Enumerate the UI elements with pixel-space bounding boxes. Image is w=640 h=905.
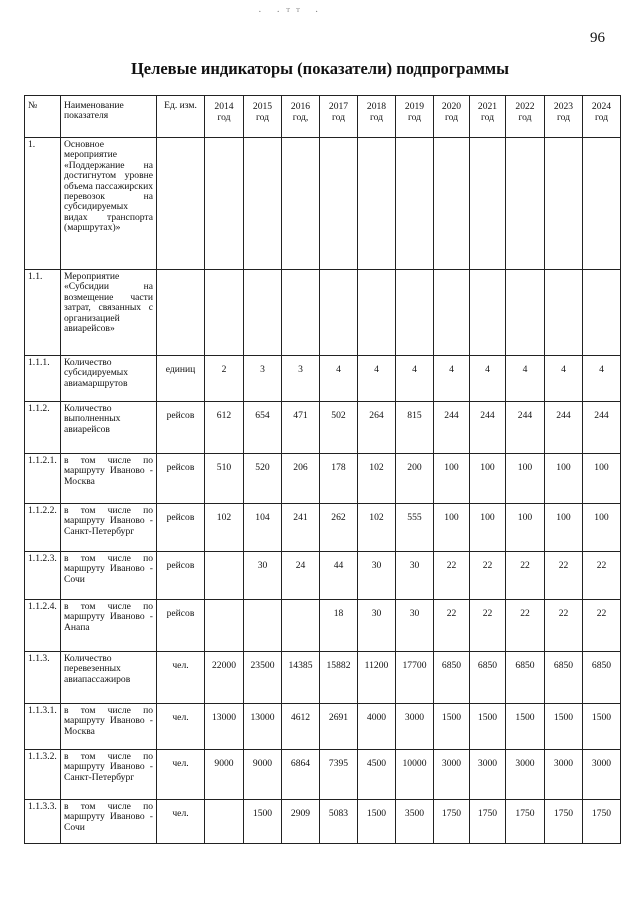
value-cell	[205, 600, 244, 652]
table-row	[25, 800, 621, 844]
value-cell: 100	[545, 454, 583, 504]
value-cell	[506, 270, 545, 356]
value-cell	[396, 138, 434, 270]
value-cell: 18	[320, 600, 358, 652]
unit-cell	[157, 138, 205, 270]
value-cell: 22	[545, 552, 583, 600]
value-cell	[396, 270, 434, 356]
value-cell: 22	[470, 600, 506, 652]
value-cell	[282, 600, 320, 652]
indicator-name: Основное мероприятие «Поддержание на достигнутом уровне объема пассажирских перевозок на субсидируемых видах транспорта (маршрутах)»	[61, 138, 157, 270]
value-cell: 102	[358, 504, 396, 552]
indicator-name: в том числе по маршруту Иваново - Москва	[61, 454, 157, 504]
document-title: Целевые индикаторы (показатели) подпрограммы	[130, 59, 510, 78]
header-year-value: 2024	[591, 101, 612, 112]
row-number: 1.1.2.	[25, 402, 61, 454]
value-cell: 1500	[583, 704, 621, 750]
header-year-suffix: год	[331, 112, 346, 123]
header-year-value: 2023	[553, 101, 574, 112]
value-cell: 200	[396, 454, 434, 504]
value-cell: 22	[434, 552, 470, 600]
value-cell: 30	[358, 600, 396, 652]
value-cell	[320, 138, 358, 270]
row-number: 1.1.2.3.	[25, 552, 61, 600]
value-cell: 100	[470, 454, 506, 504]
value-cell: 9000	[244, 750, 282, 800]
header-year-suffix: год	[594, 112, 609, 123]
header-year-value: 2020	[441, 101, 462, 112]
table-row	[25, 704, 621, 750]
value-cell: 244	[506, 402, 545, 454]
unit-cell: чел.	[157, 800, 205, 844]
value-cell: 1500	[470, 704, 506, 750]
header-year	[583, 96, 621, 138]
header-year-suffix: год	[444, 112, 459, 123]
value-cell: 15882	[320, 652, 358, 704]
page-number: 96	[590, 30, 605, 46]
value-cell	[434, 138, 470, 270]
value-cell: 5083	[320, 800, 358, 844]
value-cell: 6850	[506, 652, 545, 704]
header-year	[396, 96, 434, 138]
row-number: 1.1.2.1.	[25, 454, 61, 504]
value-cell: 4612	[282, 704, 320, 750]
value-cell: 241	[282, 504, 320, 552]
value-cell	[583, 138, 621, 270]
header-year-value: 2021	[477, 101, 498, 112]
value-cell: 30	[396, 600, 434, 652]
table-row	[25, 270, 621, 356]
value-cell	[470, 270, 506, 356]
value-cell: 244	[434, 402, 470, 454]
value-cell: 244	[470, 402, 506, 454]
value-cell: 11200	[358, 652, 396, 704]
value-cell: 520	[244, 454, 282, 504]
value-cell	[282, 138, 320, 270]
header-num: №	[25, 96, 61, 138]
value-cell	[545, 270, 583, 356]
value-cell: 22	[506, 600, 545, 652]
value-cell: 3000	[545, 750, 583, 800]
header-year	[205, 96, 244, 138]
row-number: 1.1.2.2.	[25, 504, 61, 552]
indicator-name: в том числе по маршруту Иваново - Москва	[61, 704, 157, 750]
value-cell: 4000	[358, 704, 396, 750]
table-header-row	[25, 96, 621, 138]
value-cell: 502	[320, 402, 358, 454]
value-cell	[470, 138, 506, 270]
value-cell	[244, 600, 282, 652]
value-cell	[205, 800, 244, 844]
value-cell: 100	[506, 504, 545, 552]
value-cell	[244, 138, 282, 270]
value-cell: 4	[470, 356, 506, 402]
header-year-suffix: год	[480, 112, 495, 123]
value-cell	[434, 270, 470, 356]
value-cell: 30	[358, 552, 396, 600]
header-year	[320, 96, 358, 138]
value-cell: 100	[434, 454, 470, 504]
value-cell: 100	[545, 504, 583, 552]
value-cell: 22000	[205, 652, 244, 704]
value-cell: 4	[320, 356, 358, 402]
value-cell: 206	[282, 454, 320, 504]
value-cell: 100	[583, 454, 621, 504]
value-cell: 23500	[244, 652, 282, 704]
row-number: 1.1.	[25, 270, 61, 356]
value-cell: 4	[583, 356, 621, 402]
scan-mark: · ·ᵀᵀ ·	[258, 6, 325, 18]
value-cell: 7395	[320, 750, 358, 800]
header-year	[470, 96, 506, 138]
header-year	[545, 96, 583, 138]
row-number: 1.1.3.1.	[25, 704, 61, 750]
header-year-suffix: год	[255, 112, 270, 123]
indicators-table	[24, 95, 621, 844]
unit-cell: рейсов	[157, 402, 205, 454]
indicator-name: в том числе по маршруту Иваново - Санкт-Петербург	[61, 750, 157, 800]
header-year-suffix: год	[369, 112, 384, 123]
value-cell: 17700	[396, 652, 434, 704]
unit-cell: рейсов	[157, 600, 205, 652]
value-cell	[244, 270, 282, 356]
value-cell: 6864	[282, 750, 320, 800]
value-cell: 3	[282, 356, 320, 402]
value-cell: 1500	[506, 704, 545, 750]
value-cell: 100	[583, 504, 621, 552]
unit-cell: рейсов	[157, 454, 205, 504]
value-cell: 3000	[396, 704, 434, 750]
value-cell: 1500	[358, 800, 396, 844]
unit-cell	[157, 270, 205, 356]
header-year	[434, 96, 470, 138]
value-cell	[583, 270, 621, 356]
value-cell: 6850	[583, 652, 621, 704]
value-cell: 244	[583, 402, 621, 454]
value-cell: 4	[434, 356, 470, 402]
header-year	[244, 96, 282, 138]
table-row	[25, 402, 621, 454]
value-cell: 100	[470, 504, 506, 552]
value-cell	[205, 552, 244, 600]
table-row	[25, 454, 621, 504]
indicator-name: в том числе по маршруту Иваново - Санкт-Петербург	[61, 504, 157, 552]
value-cell: 815	[396, 402, 434, 454]
header-year	[358, 96, 396, 138]
row-number: 1.1.2.4.	[25, 600, 61, 652]
header-year	[506, 96, 545, 138]
row-number: 1.1.1.	[25, 356, 61, 402]
value-cell: 4	[358, 356, 396, 402]
value-cell	[545, 138, 583, 270]
value-cell: 30	[244, 552, 282, 600]
value-cell: 4500	[358, 750, 396, 800]
value-cell: 22	[583, 600, 621, 652]
value-cell: 4	[545, 356, 583, 402]
value-cell: 471	[282, 402, 320, 454]
header-year-suffix: год	[217, 112, 231, 123]
header-name: Наименование показателя	[61, 96, 157, 138]
value-cell	[358, 270, 396, 356]
row-number: 1.1.3.2.	[25, 750, 61, 800]
value-cell: 264	[358, 402, 396, 454]
value-cell: 9000	[205, 750, 244, 800]
value-cell: 510	[205, 454, 244, 504]
value-cell: 3500	[396, 800, 434, 844]
value-cell: 555	[396, 504, 434, 552]
value-cell: 3000	[583, 750, 621, 800]
row-number: 1.1.3.3.	[25, 800, 61, 844]
header-year-suffix: год	[556, 112, 571, 123]
header-year-value: 2014	[214, 101, 234, 112]
unit-cell: чел.	[157, 750, 205, 800]
value-cell: 22	[583, 552, 621, 600]
row-number: 1.1.3.	[25, 652, 61, 704]
header-year-value: 2017	[328, 101, 349, 112]
header-year-value: 2019	[404, 101, 425, 112]
value-cell: 244	[545, 402, 583, 454]
value-cell: 1750	[470, 800, 506, 844]
value-cell: 2909	[282, 800, 320, 844]
table-row	[25, 600, 621, 652]
unit-cell: чел.	[157, 704, 205, 750]
value-cell: 13000	[244, 704, 282, 750]
unit-cell: чел.	[157, 652, 205, 704]
indicator-name: Мероприятие «Субсидии на возмещение части затрат, связанных с организацией авиарейсов»	[61, 270, 157, 356]
value-cell: 102	[205, 504, 244, 552]
indicator-name: в том числе по маршруту Иваново - Анапа	[61, 600, 157, 652]
table-row	[25, 504, 621, 552]
value-cell: 102	[358, 454, 396, 504]
header-year-suffix: год	[407, 112, 422, 123]
header-year-value: 2022	[515, 101, 535, 112]
value-cell	[205, 270, 244, 356]
value-cell: 1750	[506, 800, 545, 844]
value-cell	[205, 138, 244, 270]
header-year-value: 2018	[366, 101, 387, 112]
value-cell	[506, 138, 545, 270]
table-row	[25, 552, 621, 600]
value-cell: 22	[470, 552, 506, 600]
value-cell: 100	[434, 504, 470, 552]
header-year-suffix: год	[518, 112, 532, 123]
value-cell: 10000	[396, 750, 434, 800]
header-year-suffix: год,	[292, 112, 309, 123]
header-year-value: 2015	[252, 101, 273, 112]
value-cell: 3000	[506, 750, 545, 800]
table-row	[25, 138, 621, 270]
unit-cell: рейсов	[157, 552, 205, 600]
value-cell: 1750	[545, 800, 583, 844]
value-cell: 13000	[205, 704, 244, 750]
value-cell: 6850	[434, 652, 470, 704]
table-row	[25, 356, 621, 402]
value-cell	[358, 138, 396, 270]
table-row	[25, 652, 621, 704]
table-row	[25, 750, 621, 800]
value-cell: 1500	[434, 704, 470, 750]
unit-cell: единиц	[157, 356, 205, 402]
value-cell: 100	[506, 454, 545, 504]
value-cell: 654	[244, 402, 282, 454]
row-number: 1.	[25, 138, 61, 270]
value-cell: 22	[506, 552, 545, 600]
value-cell	[282, 270, 320, 356]
value-cell: 6850	[545, 652, 583, 704]
value-cell: 24	[282, 552, 320, 600]
value-cell: 4	[396, 356, 434, 402]
value-cell: 1500	[545, 704, 583, 750]
value-cell	[320, 270, 358, 356]
value-cell: 1750	[434, 800, 470, 844]
value-cell: 30	[396, 552, 434, 600]
table-body	[25, 96, 621, 844]
header-year-value: 2016	[290, 101, 311, 112]
value-cell: 4	[506, 356, 545, 402]
value-cell: 1500	[244, 800, 282, 844]
value-cell: 3000	[470, 750, 506, 800]
value-cell: 22	[545, 600, 583, 652]
unit-cell: рейсов	[157, 504, 205, 552]
value-cell: 104	[244, 504, 282, 552]
indicator-name: в том числе по маршруту Иваново - Сочи	[61, 552, 157, 600]
indicator-name: в том числе по маршруту Иваново - Сочи	[61, 800, 157, 844]
header-unit: Ед. изм.	[157, 96, 205, 138]
value-cell: 262	[320, 504, 358, 552]
indicator-name: Количество перевезенных авиапассажиров	[61, 652, 157, 704]
value-cell: 3000	[434, 750, 470, 800]
value-cell: 178	[320, 454, 358, 504]
value-cell: 6850	[470, 652, 506, 704]
value-cell: 2	[205, 356, 244, 402]
indicator-name: Количество субсидируемых авиамаршрутов	[61, 356, 157, 402]
value-cell: 44	[320, 552, 358, 600]
header-year	[282, 96, 320, 138]
value-cell: 3	[244, 356, 282, 402]
value-cell: 2691	[320, 704, 358, 750]
indicator-name: Количество выполненных авиарейсов	[61, 402, 157, 454]
value-cell: 612	[205, 402, 244, 454]
value-cell: 1750	[583, 800, 621, 844]
value-cell: 22	[434, 600, 470, 652]
value-cell: 14385	[282, 652, 320, 704]
